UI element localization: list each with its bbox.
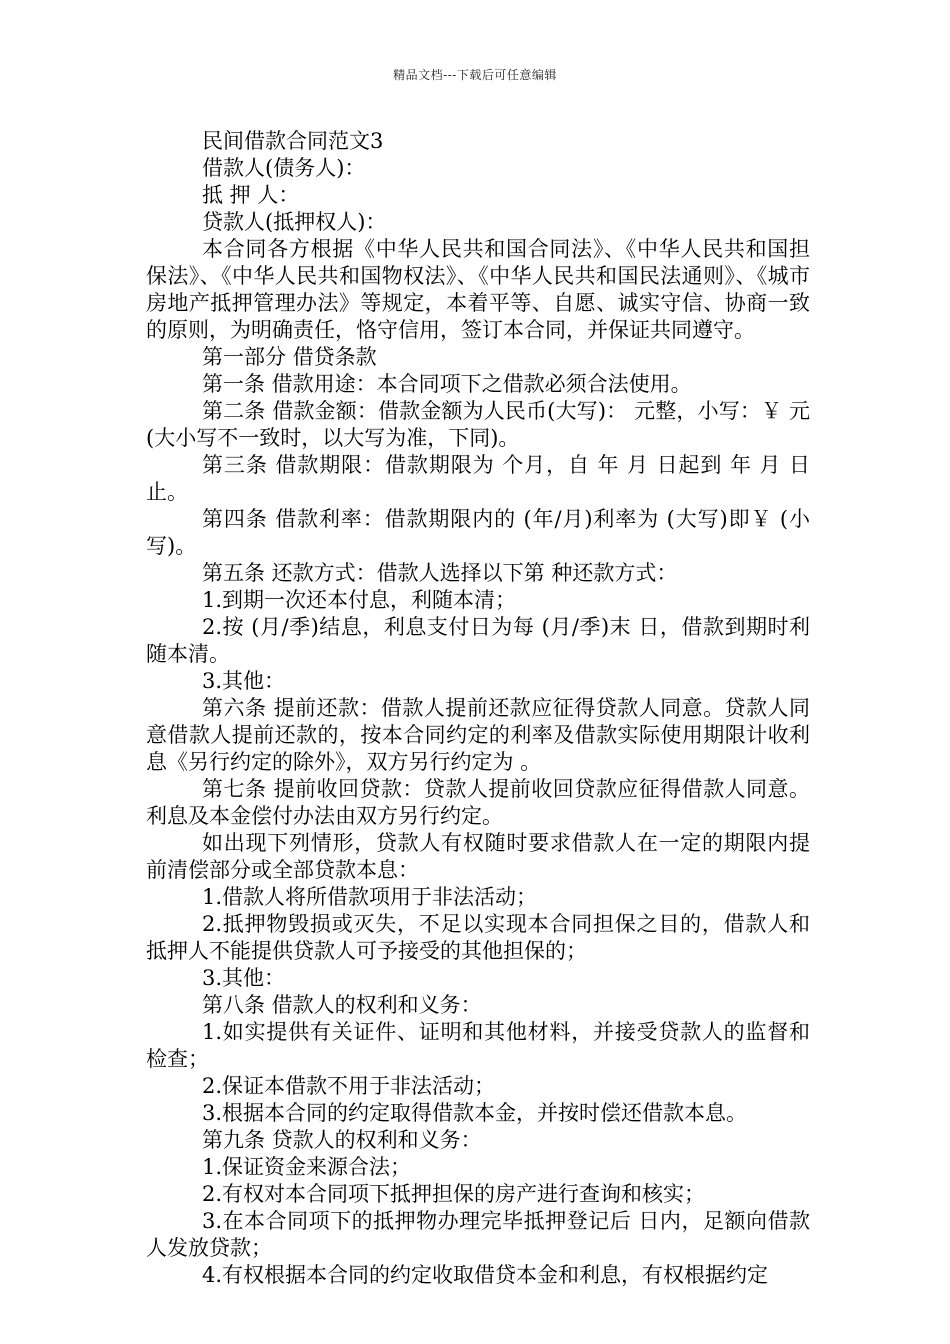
- list-item: 2.保证本借款不用于非法活动；: [202, 1074, 496, 1098]
- article-2: 第二条 借款金额：借款金额为人民币(大写)： 元整，小写：￥ 元(大小写不一致时，以大写为准，下同)。: [146, 399, 810, 450]
- article-3: 第三条 借款期限：借款期限为 个月，自 年 月 日起到 年 月 日止。: [146, 453, 810, 504]
- borrower-line: 借款人(债务人)：: [202, 156, 366, 180]
- preamble-paragraph: 本合同各方根据《中华人民共和国合同法》、《中华人民共和国担保法》、《中华人民共和国物权法》、《中华人民共和国民法通则》、《城市房地产抵押管理办法》等规定，本着平等、自愿、诚实守信、协商一致的原则，为明确责任，恪守信用，签订本合同，并保证共同遵守。: [146, 237, 810, 342]
- article-7: 第七条 提前收回贷款：贷款人提前收回贷款应征得借款人同意。利息及本金偿付办法由双方另行约定。: [146, 777, 810, 828]
- list-item: 3.根据本合同的约定取得借款本金，并按时偿还借款本息。: [202, 1101, 748, 1125]
- list-item: 3.其他：: [202, 966, 286, 990]
- article-4: 第四条 借款利率：借款期限内的 (年/月)利率为 (大写)即￥ (小写)。: [146, 507, 810, 558]
- section-heading: 第一部分 借贷条款: [202, 345, 377, 369]
- list-item: 3.在本合同项下的抵押物办理完毕抵押登记后 日内，足额向借款人发放贷款；: [146, 1209, 810, 1260]
- list-item: 1.如实提供有关证件、证明和其他材料，并接受贷款人的监督和检查；: [146, 1020, 810, 1071]
- list-item: 1.保证资金来源合法；: [202, 1155, 412, 1179]
- list-item: 4.有权根据本合同的约定收取借贷本金和利息，有权根据约定: [202, 1263, 769, 1287]
- list-item: 2.按 (月/季)结息，利息支付日为每 (月/季)末 日，借款到期时利随本清。: [146, 615, 810, 666]
- conditions-paragraph: 如出现下列情形，贷款人有权随时要求借款人在一定的期限内提前清偿部分或全部贷款本息：: [146, 831, 810, 882]
- article-6: 第六条 提前还款：借款人提前还款应征得贷款人同意。贷款人同意借款人提前还款的，按本合同约定的利率及借款实际使用期限计收利息《另行约定的除外》，双方另行约定为 。: [146, 696, 810, 774]
- list-item: 2.有权对本合同项下抵押担保的房产进行查询和核实；: [202, 1182, 706, 1206]
- lender-line: 贷款人(抵押权人)：: [202, 210, 387, 234]
- contract-body: [146, 128, 810, 1289]
- article-9: 第九条 贷款人的权利和义务：: [202, 1128, 482, 1152]
- article-1: 第一条 借款用途：本合同项下之借款必须合法使用。: [202, 372, 692, 396]
- page-header: 精品文档---下载后可任意编辑: [393, 68, 557, 82]
- mortgagor-line: 抵 押 人：: [202, 183, 300, 207]
- document-title: 民间借款合同范文3: [202, 129, 384, 153]
- list-item: 1.到期一次还本付息，利随本清；: [202, 588, 517, 612]
- list-item: 2.抵押物毁损或灭失，不足以实现本合同担保之目的，借款人和抵押人不能提供贷款人可予接受的其他担保的；: [146, 912, 810, 963]
- article-8: 第八条 借款人的权利和义务：: [202, 993, 482, 1017]
- article-5: 第五条 还款方式：借款人选择以下第 种还款方式：: [202, 561, 678, 585]
- list-item: 1.借款人将所借款项用于非法活动；: [202, 885, 538, 909]
- list-item: 3.其他：: [202, 669, 286, 693]
